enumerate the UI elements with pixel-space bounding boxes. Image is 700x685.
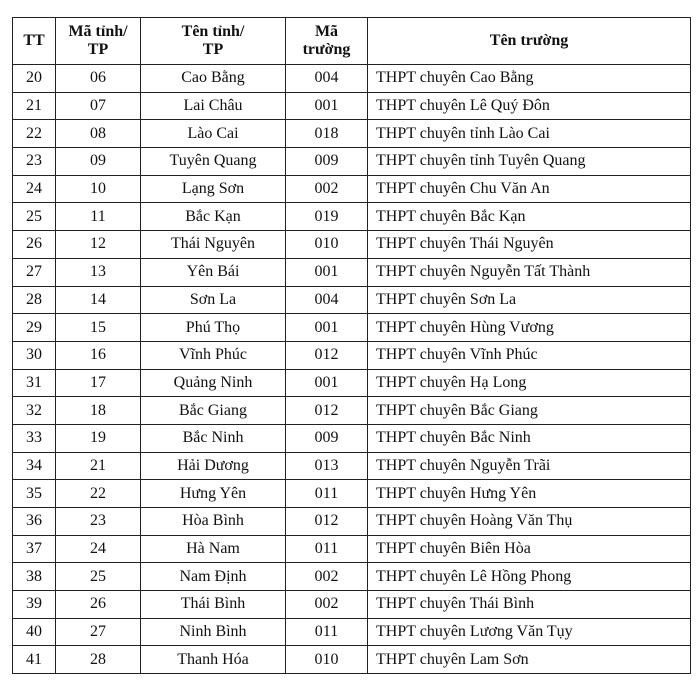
cell-ten-tinh: Ninh Bình [141, 618, 286, 646]
header-ten-tinh-line2: TP [202, 41, 224, 58]
table-header [13, 18, 691, 65]
rows-before-header [13, 65, 691, 176]
header-ten-truong: Tên trường [368, 18, 691, 65]
cell-ma-tinh: 10 [56, 175, 141, 203]
table-row [13, 452, 691, 480]
table-row [13, 397, 691, 425]
cell-ma-truong: 011 [286, 480, 368, 508]
cell-tt: 40 [13, 618, 56, 646]
cell-ma-truong: 001 [286, 92, 368, 120]
cell-ma-tinh: 19 [56, 424, 141, 452]
cell-ma-truong: 002 [286, 175, 368, 203]
table-row [13, 480, 691, 508]
cell-ma-tinh: 07 [56, 92, 141, 120]
cell-tt: 37 [13, 535, 56, 563]
cell-ten-truong: THPT chuyên Sơn La [368, 286, 691, 314]
cell-ma-truong: 011 [286, 535, 368, 563]
cell-ten-tinh: Hà Nam [141, 535, 286, 563]
cell-ten-tinh: Lai Châu [141, 92, 286, 120]
cell-ten-tinh: Bắc Ninh [141, 424, 286, 452]
cell-tt: 23 [13, 148, 56, 176]
table-row [13, 231, 691, 259]
cell-tt: 38 [13, 563, 56, 591]
cell-tt: 36 [13, 508, 56, 536]
cell-ma-truong: 013 [286, 452, 368, 480]
cell-ma-truong: 012 [286, 397, 368, 425]
cell-tt: 27 [13, 258, 56, 286]
table-row [13, 148, 691, 176]
cell-ten-truong: THPT chuyên Hạ Long [368, 369, 691, 397]
cell-ma-truong: 002 [286, 591, 368, 619]
cell-ten-tinh: Thái Bình [141, 591, 286, 619]
table-row [13, 591, 691, 619]
cell-ma-truong: 001 [286, 369, 368, 397]
cell-ma-tinh: 06 [56, 65, 141, 93]
cell-ma-truong: 001 [286, 258, 368, 286]
table-row [13, 646, 691, 674]
table-row [13, 203, 691, 231]
cell-ma-truong: 012 [286, 508, 368, 536]
cell-ma-truong: 012 [286, 341, 368, 369]
cell-tt: 28 [13, 286, 56, 314]
cell-ten-tinh: Phú Thọ [141, 314, 286, 342]
cell-ten-tinh: Lào Cai [141, 120, 286, 148]
cell-ma-tinh: 18 [56, 397, 141, 425]
cell-ten-tinh: Nam Định [141, 563, 286, 591]
cell-ma-tinh: 12 [56, 231, 141, 259]
cell-ten-tinh: Hưng Yên [141, 480, 286, 508]
cell-ten-truong: THPT chuyên tỉnh Lào Cai [368, 120, 691, 148]
cell-tt: 20 [13, 65, 56, 93]
header-ma-truong-line2: trường [302, 41, 351, 58]
cell-ten-tinh: Hải Dương [141, 452, 286, 480]
table-row [13, 92, 691, 120]
cell-tt: 26 [13, 231, 56, 259]
cell-tt: 33 [13, 424, 56, 452]
cell-ma-tinh: 11 [56, 203, 141, 231]
cell-ten-truong: THPT chuyên Lam Sơn [368, 646, 691, 674]
table-row [13, 341, 691, 369]
cell-ten-tinh: Lạng Sơn [141, 175, 286, 203]
cell-ten-tinh: Vĩnh Phúc [141, 341, 286, 369]
cell-ma-tinh: 17 [56, 369, 141, 397]
cell-tt: 32 [13, 397, 56, 425]
cell-ten-tinh: Thanh Hóa [141, 646, 286, 674]
cell-ten-truong: THPT chuyên Hùng Vương [368, 314, 691, 342]
cell-ma-truong: 009 [286, 424, 368, 452]
cell-ma-truong: 004 [286, 65, 368, 93]
header-ten-tinh-line1: Tên tỉnh/ [181, 23, 245, 40]
cell-ten-truong: THPT chuyên tỉnh Tuyên Quang [368, 148, 691, 176]
cell-ten-truong: THPT chuyên Chu Văn An [368, 175, 691, 203]
cell-ma-truong: 010 [286, 646, 368, 674]
cell-ma-truong: 002 [286, 563, 368, 591]
cell-ten-truong: THPT chuyên Thái Bình [368, 591, 691, 619]
cell-ten-truong: THPT chuyên Bắc Kạn [368, 203, 691, 231]
cell-ten-truong: THPT chuyên Lê Quý Đôn [368, 92, 691, 120]
cell-tt: 39 [13, 591, 56, 619]
table-row [13, 258, 691, 286]
cell-ten-truong: THPT chuyên Vĩnh Phúc [368, 341, 691, 369]
table-row [13, 175, 691, 203]
cell-tt: 34 [13, 452, 56, 480]
header-ten-tinh [141, 18, 286, 65]
cell-ten-truong: THPT chuyên Bắc Giang [368, 397, 691, 425]
cell-ten-truong: THPT chuyên Nguyễn Tất Thành [368, 258, 691, 286]
cell-tt: 22 [13, 120, 56, 148]
cell-ma-tinh: 23 [56, 508, 141, 536]
cell-tt: 30 [13, 341, 56, 369]
cell-ten-tinh: Cao Bằng [141, 65, 286, 93]
cell-ma-truong: 001 [286, 314, 368, 342]
cell-ten-truong: THPT chuyên Hoàng Văn Thụ [368, 508, 691, 536]
cell-tt: 41 [13, 646, 56, 674]
cell-tt: 31 [13, 369, 56, 397]
cell-ma-truong: 004 [286, 286, 368, 314]
cell-ma-tinh: 21 [56, 452, 141, 480]
table-row [13, 508, 691, 536]
cell-tt: 25 [13, 203, 56, 231]
cell-ten-truong: THPT chuyên Cao Bằng [368, 65, 691, 93]
cell-tt: 35 [13, 480, 56, 508]
cell-ten-tinh: Bắc Giang [141, 397, 286, 425]
table-row [13, 424, 691, 452]
cell-ten-truong: THPT chuyên Nguyễn Trãi [368, 452, 691, 480]
cell-ma-tinh: 26 [56, 591, 141, 619]
cell-ten-truong: THPT chuyên Biên Hòa [368, 535, 691, 563]
cell-ten-truong: THPT chuyên Bắc Ninh [368, 424, 691, 452]
header-ma-truong [286, 18, 368, 65]
table-row [13, 120, 691, 148]
table-row [13, 618, 691, 646]
table-row [13, 314, 691, 342]
cell-ma-tinh: 09 [56, 148, 141, 176]
cell-ten-tinh: Thái Nguyên [141, 231, 286, 259]
cell-ten-tinh: Tuyên Quang [141, 148, 286, 176]
table-row [13, 535, 691, 563]
header-ma-tinh [56, 18, 141, 65]
cell-ma-tinh: 27 [56, 618, 141, 646]
schools-table [12, 17, 691, 674]
cell-ten-tinh: Quảng Ninh [141, 369, 286, 397]
table-row [13, 65, 691, 93]
cell-ma-tinh: 15 [56, 314, 141, 342]
header-row [13, 18, 691, 65]
cell-ma-tinh: 24 [56, 535, 141, 563]
cell-ten-truong: THPT chuyên Lê Hồng Phong [368, 563, 691, 591]
cell-ma-tinh: 25 [56, 563, 141, 591]
cell-ten-truong: THPT chuyên Thái Nguyên [368, 231, 691, 259]
cell-ma-tinh: 13 [56, 258, 141, 286]
cell-tt: 24 [13, 175, 56, 203]
header-ma-truong-line1: Mã [314, 23, 339, 40]
cell-ma-tinh: 22 [56, 480, 141, 508]
cell-tt: 29 [13, 314, 56, 342]
cell-tt: 21 [13, 92, 56, 120]
cell-ten-tinh: Sơn La [141, 286, 286, 314]
cell-ma-truong: 009 [286, 148, 368, 176]
cell-ma-tinh: 16 [56, 341, 141, 369]
cell-ma-truong: 019 [286, 203, 368, 231]
table-row [13, 369, 691, 397]
cell-ma-tinh: 08 [56, 120, 141, 148]
cell-ten-truong: THPT chuyên Hưng Yên [368, 480, 691, 508]
cell-ma-tinh: 28 [56, 646, 141, 674]
cell-ten-truong: THPT chuyên Lương Văn Tụy [368, 618, 691, 646]
header-ma-tinh-line1: Mã tỉnh/ [68, 23, 128, 40]
cell-ten-tinh: Bắc Kạn [141, 203, 286, 231]
cell-ma-truong: 011 [286, 618, 368, 646]
cell-ma-truong: 018 [286, 120, 368, 148]
table-row [13, 286, 691, 314]
cell-ma-truong: 010 [286, 231, 368, 259]
rows-after-header [13, 175, 691, 673]
header-ma-tinh-line2: TP [87, 41, 109, 58]
cell-ten-tinh: Yên Bái [141, 258, 286, 286]
table-row [13, 563, 691, 591]
cell-ten-tinh: Hòa Bình [141, 508, 286, 536]
cell-ma-tinh: 14 [56, 286, 141, 314]
header-tt: TT [13, 18, 56, 65]
